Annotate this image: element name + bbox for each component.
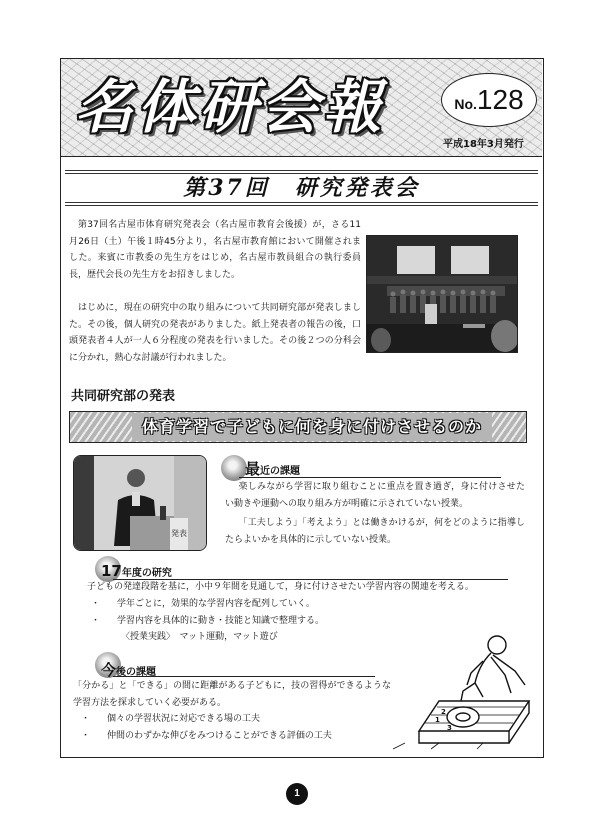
future-heading-rest: 後の課題 <box>116 667 157 678</box>
plan-heading <box>101 562 172 580</box>
intro-paragraph-1: 第37回名古屋市体育研究発表会（名古屋市教育会後援）が，さる11月26日（土）午後１時45分より，名古屋市教育館において開催されました。来賓に市教委の先生方をはじめ，名古屋市教員組合の執行委員長，歴代会長の先生方をお招きしました。 <box>69 220 361 280</box>
list-item <box>75 596 525 613</box>
bullet-dot: ・ <box>81 714 91 724</box>
event-title: 第37回 研究発表会 <box>183 175 420 201</box>
newsletter-title: 名体研会報 <box>75 73 386 141</box>
subtitle-banner <box>69 411 527 443</box>
list-item <box>65 711 395 728</box>
speaker-sign-text: 発表 <box>171 529 187 538</box>
recent-heading-initial: 最 <box>245 460 261 478</box>
list-item-text: 個々の学習状況に対応できる場の工夫 <box>107 714 261 724</box>
recent-issues-heading <box>245 458 300 479</box>
plan-bullet-list <box>75 596 525 629</box>
list-item-text: 仲間のわずかな伸びをみつけることができる評価の工夫 <box>107 730 332 741</box>
recent-heading-rest: 近の課題 <box>260 466 301 477</box>
future-heading-initial: 今 <box>101 661 117 679</box>
intro-paragraph-2: はじめに，現在の研究中の取り組みについて共同研究部が発表しました。その後，個人研究の発表がありました。紙上発表者の報告の後，口頭発表者４人が一人６分程度の発表を行いました。その後２つの分科会に分かれ，熱心な討議が行われました。 <box>69 303 361 363</box>
box-step-3-label: 3 <box>447 724 452 732</box>
page-number: 1 <box>286 783 308 805</box>
section-heading: 共同研究部の発表 <box>71 389 176 404</box>
future-heading-rule <box>113 676 375 677</box>
bullet-dot: ・ <box>81 730 91 741</box>
bullet-dot: ・ <box>91 599 101 609</box>
issue-badge <box>441 73 537 127</box>
issue-date: 平成18年3月発行 <box>443 139 524 150</box>
future-intro: 「分かる」と「できる」の間に距離がある子どもに，技の習得ができるような学習方法を探求していく必要がある。 <box>73 681 391 708</box>
vaulting-box-drawing <box>379 631 539 751</box>
list-item <box>75 613 525 630</box>
recent-heading-rule <box>239 477 501 478</box>
issue-number: 128 <box>476 84 524 115</box>
speaker-photo-drawing <box>74 456 207 551</box>
bullet-dot: ・ <box>91 615 101 626</box>
plan-practice: 〈授業実践〉 マット運動，マット遊び <box>121 632 278 642</box>
speaker-photo <box>73 455 207 551</box>
list-item <box>65 728 395 745</box>
box-step-2-label: 2 <box>441 708 446 716</box>
future-bullet-list <box>65 711 395 744</box>
event-hall-photo-drawing <box>367 236 518 353</box>
vaulting-box-illustration <box>379 631 539 751</box>
recent-issue-2: 「工夫しよう」「考えよう」とは働きかけるが，何をどのように指導したらよいかを具体的に示していない授業。 <box>225 518 525 545</box>
masthead <box>61 59 542 157</box>
recent-issue-1: 楽しみながら学習に取り組むことに重点を置き過ぎ，身に付けさせたい動きや運動への取り組み方が明確に示されていない授業。 <box>225 482 525 509</box>
subtitle-text: 体育学習で子どもに何を身に付けさせるのか <box>132 413 492 441</box>
box-step-1-label: 1 <box>435 716 440 724</box>
event-hall-photo <box>366 235 518 353</box>
list-item-text: 学年ごとに，効果的な学習内容を配列していく。 <box>117 599 315 609</box>
newsletter-sheet <box>60 58 544 758</box>
plan-heading-rest: 年度の研究 <box>121 568 172 579</box>
plan-heading-initial: 17 <box>101 562 122 580</box>
issue-prefix: No. <box>454 96 477 112</box>
plan-intro: 子どもの発達段階を基に，小中９年間を見通して，身に付けさせたい学習内容の関連を考える。 <box>87 582 474 592</box>
list-item-text: 学習内容を具体的に動き・技能と知識で整理する。 <box>117 615 325 626</box>
event-title-banner <box>65 170 538 206</box>
